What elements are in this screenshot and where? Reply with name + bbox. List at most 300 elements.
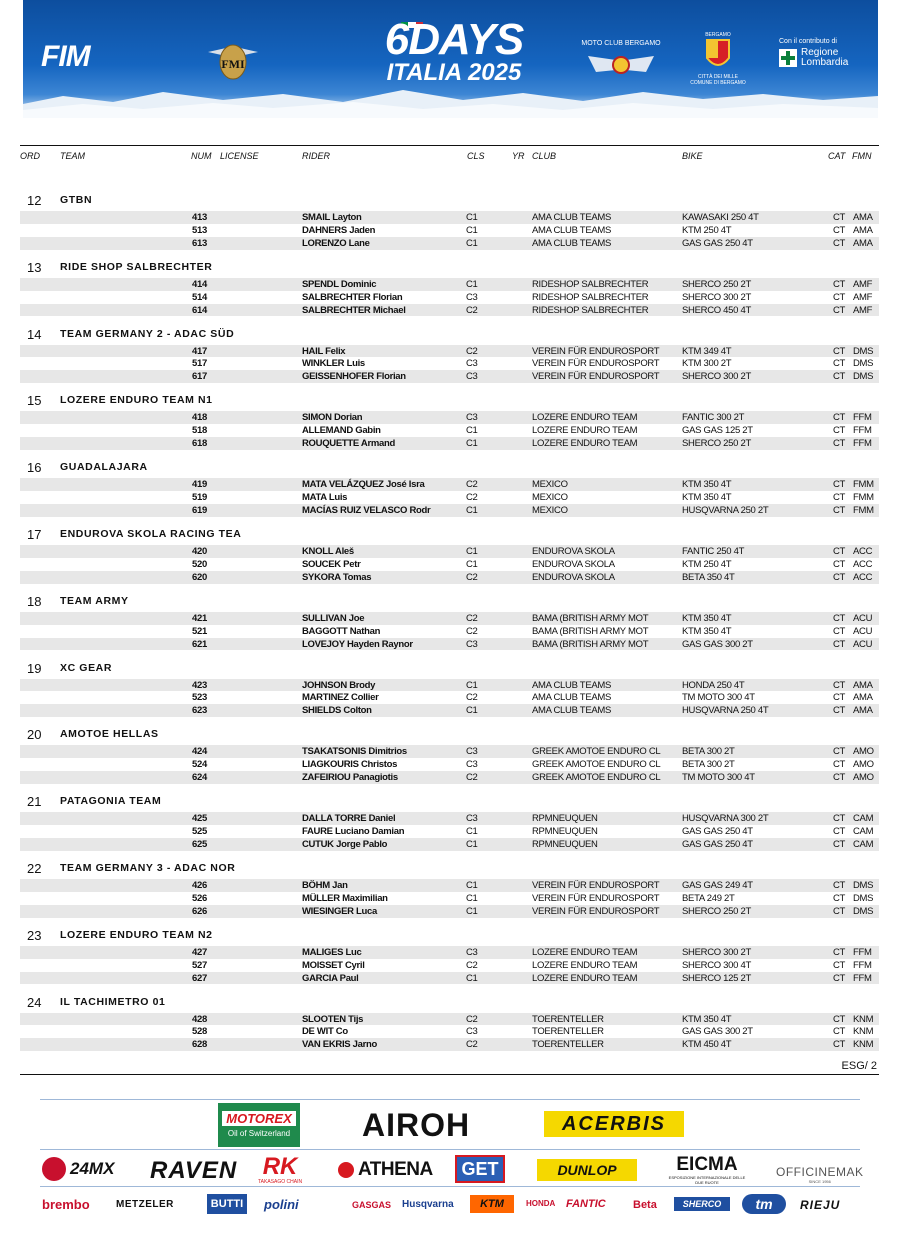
cell: TM MOTO 300 4T: [682, 772, 755, 784]
cell: 623: [192, 705, 207, 717]
cell: C1: [466, 224, 478, 236]
cell: SOUCEK Petr: [302, 558, 361, 570]
team-order: 21: [27, 794, 42, 810]
cell: C2: [466, 625, 478, 637]
cell: BETA 300 2T: [682, 759, 735, 771]
cell: KTM 350 4T: [682, 1013, 732, 1025]
cell: KTM 450 4T: [682, 1039, 732, 1051]
cell: 414: [192, 278, 207, 290]
cell: HUSQVARNA 300 2T: [682, 813, 769, 825]
eicma-logo: EICMA ESPOSIZIONE INTERNAZIONALE DELLE DUE RUOTE: [668, 1154, 746, 1185]
cell: 421: [192, 612, 207, 624]
cell: C1: [466, 838, 478, 850]
snow-mountains: [23, 84, 878, 118]
cell: KTM 350 4T: [682, 625, 732, 637]
cell: CT: [833, 1013, 846, 1025]
cell: DALLA TORRE Daniel: [302, 813, 396, 825]
cell: AMO: [853, 746, 874, 758]
cell: GAS GAS 300 2T: [682, 1026, 753, 1038]
cell: 423: [192, 679, 207, 691]
rider-row: [20, 745, 879, 758]
cell: FMM: [853, 492, 874, 504]
cell: CT: [833, 705, 846, 717]
cell: BETA 300 2T: [682, 746, 735, 758]
cell: CT: [833, 545, 846, 557]
cell: KTM 349 4T: [682, 345, 732, 357]
cell: CT: [833, 772, 846, 784]
cell: MEXICO: [532, 492, 568, 504]
cell: VEREIN FÜR ENDUROSPORT: [532, 371, 660, 383]
cell: CT: [833, 371, 846, 383]
cell: 519: [192, 492, 207, 504]
cell: 514: [192, 291, 207, 303]
cell: 628: [192, 1039, 207, 1051]
tm-logo: tm: [742, 1194, 786, 1214]
cell: CT: [833, 879, 846, 891]
cell: SHERCO 125 2T: [682, 972, 751, 984]
team-name: XC GEAR: [60, 661, 113, 674]
cell: VEREIN FÜR ENDUROSPORT: [532, 358, 660, 370]
cell: 626: [192, 905, 207, 917]
brembo-logo: brembo: [42, 1197, 90, 1212]
cell: CT: [833, 972, 846, 984]
cell: ACC: [853, 545, 873, 557]
cell: MATA Luis: [302, 492, 348, 504]
cell: CT: [833, 692, 846, 704]
cell: KTM 350 4T: [682, 612, 732, 624]
cell: CT: [833, 612, 846, 624]
cell: FAURE Luciano Damian: [302, 826, 405, 838]
col-num: NUM: [191, 151, 212, 161]
team-order: 20: [27, 727, 42, 743]
cell: 621: [192, 638, 207, 650]
cell: RIDESHOP SALBRECHTER: [532, 304, 649, 316]
honda-logo: HONDA: [526, 1199, 556, 1208]
rider-row: [20, 224, 879, 237]
moto-club-bergamo-logo: MOTO CLUB BERGAMO: [581, 40, 661, 80]
col-cls: CLS: [467, 151, 485, 161]
airoh-logo: AIROH: [362, 1107, 471, 1143]
cell: C1: [466, 892, 478, 904]
cell: C2: [466, 1013, 478, 1025]
cell: BAMA (BRITISH ARMY MOT: [532, 612, 649, 624]
cell: SHERCO 300 2T: [682, 371, 751, 383]
cell: SALBRECHTER Florian: [302, 291, 403, 303]
sherco-logo: SHERCO: [674, 1197, 730, 1211]
cell: RPMNEUQUEN: [532, 813, 598, 825]
rider-row: [20, 892, 879, 905]
cell: VEREIN FÜR ENDUROSPORT: [532, 879, 660, 891]
cell: ENDUROVA SKOLA: [532, 571, 615, 583]
team-order: 19: [27, 660, 42, 676]
cell: SIMON Dorian: [302, 412, 363, 424]
cell: TOERENTELLER: [532, 1026, 604, 1038]
cell: FMM: [853, 479, 874, 491]
cell: C1: [466, 438, 478, 450]
cell: GAS GAS 249 4T: [682, 879, 753, 891]
cell: 517: [192, 358, 207, 370]
cell: 427: [192, 946, 207, 958]
cell: C1: [466, 425, 478, 437]
cell: FFM: [853, 425, 872, 437]
cell: AMO: [853, 759, 874, 771]
cell: 520: [192, 558, 207, 570]
cell: CT: [833, 304, 846, 316]
cell: ROUQUETTE Armand: [302, 438, 396, 450]
cell: SHERCO 450 4T: [682, 304, 751, 316]
team-block: [0, 781, 899, 848]
cell: CT: [833, 746, 846, 758]
cell: FANTIC 250 4T: [682, 545, 745, 557]
cell: AMF: [853, 291, 873, 303]
cell: 428: [192, 1013, 207, 1025]
cell: HONDA 250 4T: [682, 679, 745, 691]
cell: ENDUROVA SKOLA: [532, 545, 615, 557]
cell: BAMA (BRITISH ARMY MOT: [532, 638, 649, 650]
cell: C1: [466, 905, 478, 917]
cell: C1: [466, 879, 478, 891]
cell: DMS: [853, 879, 874, 891]
cell: 424: [192, 746, 207, 758]
col-bike: BIKE: [682, 151, 703, 161]
cell: RPMNEUQUEN: [532, 826, 598, 838]
cell: BÖHM Jan: [302, 879, 348, 891]
team-block: [0, 848, 899, 915]
cell: KNM: [853, 1013, 874, 1025]
cell: 613: [192, 237, 207, 249]
cell: CT: [833, 571, 846, 583]
cell: C2: [466, 692, 478, 704]
team-block: [0, 648, 899, 715]
comune-bergamo-logo: BERGAMO CITTÀ DEI MILLE COMUNE DI BERGAMO: [690, 32, 746, 86]
cell: KTM 250 4T: [682, 224, 732, 236]
cell: SPENDL Dominic: [302, 278, 377, 290]
cell: AMA: [853, 212, 873, 223]
fmi-logo: [206, 38, 260, 82]
page-number: ESG/ 2: [841, 1060, 877, 1072]
rk-logo: RK TAKASAGO CHAIN: [258, 1153, 303, 1185]
cell: CT: [833, 237, 846, 249]
cell: WINKLER Luis: [302, 358, 365, 370]
cell: GREEK AMOTOE ENDURO CL: [532, 772, 661, 784]
team-name: AMOTOE HELLAS: [60, 728, 159, 741]
rider-row: [20, 345, 879, 358]
cell: GEISSENHOFER Florian: [302, 371, 406, 383]
cell: ALLEMAND Gabin: [302, 425, 381, 437]
cell: 525: [192, 826, 207, 838]
col-club: CLUB: [532, 151, 557, 161]
team-order: 13: [27, 259, 42, 275]
cell: MEXICO: [532, 479, 568, 491]
cell: BETA 249 2T: [682, 892, 735, 904]
cell: C3: [466, 1026, 478, 1038]
cell: 619: [192, 504, 207, 516]
cell: FANTIC 300 2T: [682, 412, 745, 424]
cell: ACC: [853, 558, 873, 570]
cell: AMA: [853, 237, 873, 249]
team-order: 17: [27, 526, 42, 542]
cell: AMA CLUB TEAMS: [532, 705, 612, 717]
cell: FFM: [853, 946, 872, 958]
cell: ACU: [853, 612, 873, 624]
cell: C1: [466, 212, 478, 223]
cell: LOVEJOY Hayden Raynor: [302, 638, 413, 650]
rieju-logo: RIEJU: [800, 1198, 841, 1212]
cell: KAWASAKI 250 4T: [682, 212, 759, 223]
cell: HUSQVARNA 250 4T: [682, 705, 769, 717]
col-yr: YR: [512, 151, 525, 161]
cell: ENDUROVA SKOLA: [532, 558, 615, 570]
cell: VEREIN FÜR ENDUROSPORT: [532, 905, 660, 917]
fantic-logo: FANTIC: [566, 1198, 606, 1210]
cell: VAN EKRIS Jarno: [302, 1039, 378, 1051]
cell: KNM: [853, 1039, 874, 1051]
cell: C1: [466, 972, 478, 984]
cell: BAGGOTT Nathan: [302, 625, 381, 637]
cell: SHERCO 250 2T: [682, 278, 751, 290]
header-top-rule: [20, 145, 879, 146]
cell: CT: [833, 492, 846, 504]
cell: CT: [833, 892, 846, 904]
col-license: LICENSE: [220, 151, 259, 161]
cell: MARTINEZ Collier: [302, 692, 379, 704]
gasgas-logo: GASGAS: [352, 1200, 392, 1210]
cell: 426: [192, 879, 207, 891]
team-name: GUADALAJARA: [60, 461, 148, 474]
cell: SHERCO 300 4T: [682, 959, 751, 971]
cell: CT: [833, 504, 846, 516]
raven-logo: RAVEN: [150, 1157, 238, 1184]
cell: C2: [466, 492, 478, 504]
team-name: LOZERE ENDURO TEAM N1: [60, 394, 213, 407]
cell: C1: [466, 826, 478, 838]
col-cat: CAT: [828, 151, 846, 161]
rider-row: [20, 1038, 879, 1051]
cell: 624: [192, 772, 207, 784]
cell: KTM 300 2T: [682, 358, 732, 370]
team-order: 12: [27, 193, 42, 208]
officinemak-logo: OFFICINEMAK SINCE 1956: [776, 1165, 864, 1184]
team-name: IL TACHIMETRO 01: [60, 995, 166, 1008]
footer-rule: [20, 1074, 879, 1075]
cell: MÜLLER Maximilian: [302, 892, 388, 904]
cell: SULLIVAN Joe: [302, 612, 365, 624]
svg-text:FMI: FMI: [221, 57, 245, 71]
rider-row: [20, 879, 879, 892]
cell: C3: [466, 638, 478, 650]
cell: AMA: [853, 705, 873, 717]
cell: MOISSET Cyril: [302, 959, 365, 971]
cell: BETA 350 4T: [682, 571, 735, 583]
cell: GAS GAS 125 2T: [682, 425, 753, 437]
cell: 521: [192, 625, 207, 637]
cell: KTM 250 4T: [682, 558, 732, 570]
polini-logo: polini: [264, 1197, 299, 1212]
cell: C2: [466, 479, 478, 491]
cell: DMS: [853, 892, 874, 904]
cell: 528: [192, 1026, 207, 1038]
cell: C1: [466, 278, 478, 290]
cell: MALIGES Luc: [302, 946, 362, 958]
rider-row: [20, 825, 879, 838]
cell: CT: [833, 425, 846, 437]
cell: KNOLL Aleš: [302, 545, 354, 557]
cell: C3: [466, 946, 478, 958]
cell: CT: [833, 224, 846, 236]
cell: KTM 350 4T: [682, 479, 732, 491]
rider-row: [20, 411, 879, 424]
cell: DE WIT Co: [302, 1026, 348, 1038]
cell: LOZERE ENDURO TEAM: [532, 412, 638, 424]
cell: 413: [192, 212, 207, 223]
cell: HAIL Felix: [302, 345, 346, 357]
cell: SHERCO 250 2T: [682, 438, 751, 450]
cell: LOZERE ENDURO TEAM: [532, 438, 638, 450]
cell: C3: [466, 371, 478, 383]
cell: VEREIN FÜR ENDUROSPORT: [532, 892, 660, 904]
cell: AMA CLUB TEAMS: [532, 237, 612, 249]
cell: CT: [833, 826, 846, 838]
cell: FFM: [853, 412, 872, 424]
cell: C2: [466, 304, 478, 316]
cell: C2: [466, 1039, 478, 1051]
cell: TM MOTO 300 4T: [682, 692, 755, 704]
cell: C1: [466, 558, 478, 570]
rider-row: [20, 679, 879, 692]
cell: CT: [833, 813, 846, 825]
rider-row: [20, 612, 879, 625]
cell: 620: [192, 571, 207, 583]
metzeler-logo: METZELER: [116, 1199, 174, 1210]
cell: C3: [466, 759, 478, 771]
cell: FMM: [853, 504, 874, 516]
cell: C2: [466, 345, 478, 357]
divider: [40, 1099, 860, 1100]
cell: DMS: [853, 345, 874, 357]
team-block: [0, 447, 899, 514]
cell: CT: [833, 358, 846, 370]
cell: CT: [833, 212, 846, 223]
cell: LOZERE ENDURO TEAM: [532, 972, 638, 984]
cell: ZAFEIRIOU Panagiotis: [302, 772, 398, 784]
cell: LIAGKOURIS Christos: [302, 759, 398, 771]
cell: SHERCO 250 2T: [682, 905, 751, 917]
cell: CT: [833, 1026, 846, 1038]
team-block: [0, 581, 899, 648]
acerbis-logo: ACERBIS: [544, 1111, 684, 1137]
team-name: GTBN: [60, 194, 93, 206]
team-block: [0, 180, 899, 247]
cell: CAM: [853, 838, 874, 850]
cell: TOERENTELLER: [532, 1013, 604, 1025]
cell: C2: [466, 571, 478, 583]
motorex-logo: MOTOREX Oil of Switzerland: [218, 1103, 300, 1147]
cell: KTM 350 4T: [682, 492, 732, 504]
cell: C3: [466, 291, 478, 303]
cell: DAHNERS Jaden: [302, 224, 376, 236]
cell: JOHNSON Brody: [302, 679, 376, 691]
rider-row: [20, 211, 879, 224]
cell: CT: [833, 905, 846, 917]
cell: DMS: [853, 905, 874, 917]
rider-row: [20, 1013, 879, 1026]
cell: C1: [466, 705, 478, 717]
cell: 526: [192, 892, 207, 904]
ktm-logo: KTM: [470, 1195, 514, 1213]
rider-row: [20, 625, 879, 638]
cell: 617: [192, 371, 207, 383]
cell: RIDESHOP SALBRECHTER: [532, 291, 649, 303]
cell: RPMNEUQUEN: [532, 838, 598, 850]
cell: AMA CLUB TEAMS: [532, 679, 612, 691]
cell: CT: [833, 759, 846, 771]
cell: 614: [192, 304, 207, 316]
cell: C2: [466, 959, 478, 971]
cell: GREEK AMOTOE ENDURO CL: [532, 759, 661, 771]
cell: C2: [466, 612, 478, 624]
cell: CT: [833, 959, 846, 971]
team-name: RIDE SHOP SALBRECHTER: [60, 260, 213, 273]
cell: 417: [192, 345, 207, 357]
team-block: [0, 915, 899, 982]
team-name: LOZERE ENDURO TEAM N2: [60, 928, 213, 941]
cell: C3: [466, 358, 478, 370]
rider-row: [20, 558, 879, 571]
cell: DMS: [853, 358, 874, 370]
col-fmn: FMN: [852, 151, 872, 161]
cell: ACU: [853, 638, 873, 650]
team-order: 24: [27, 994, 42, 1010]
rider-row: [20, 424, 879, 437]
cell: CT: [833, 1039, 846, 1051]
rider-row: [20, 491, 879, 504]
cell: CT: [833, 679, 846, 691]
butti-logo: BUTTI: [207, 1194, 247, 1214]
cell: LOZERE ENDURO TEAM: [532, 959, 638, 971]
cell: 419: [192, 479, 207, 491]
cell: LOZERE ENDURO TEAM: [532, 425, 638, 437]
cell: C2: [466, 772, 478, 784]
cell: CT: [833, 558, 846, 570]
cell: MEXICO: [532, 504, 568, 516]
cell: AMA CLUB TEAMS: [532, 212, 612, 223]
cell: 425: [192, 813, 207, 825]
cell: CT: [833, 438, 846, 450]
cell: AMA: [853, 679, 873, 691]
team-name: TEAM GERMANY 3 - ADAC NOR: [60, 861, 236, 874]
team-name: TEAM ARMY: [60, 594, 129, 607]
team-name: PATAGONIA TEAM: [60, 795, 162, 808]
cell: GARCIA Paul: [302, 972, 359, 984]
cell: GAS GAS 250 4T: [682, 237, 753, 249]
cell: ACC: [853, 571, 873, 583]
cell: SLOOTEN Tijs: [302, 1013, 364, 1025]
sponsor-strip: [0, 1095, 899, 1245]
cell: GAS GAS 300 2T: [682, 638, 753, 650]
divider: [40, 1149, 860, 1150]
col-ord: ORD: [20, 151, 40, 161]
cell: GAS GAS 250 4T: [682, 826, 753, 838]
rider-row: [20, 291, 879, 304]
rider-row: [20, 758, 879, 771]
team-order: 22: [27, 860, 42, 876]
cell: 420: [192, 545, 207, 557]
cell: CT: [833, 345, 846, 357]
cell: C1: [466, 679, 478, 691]
cell: 524: [192, 759, 207, 771]
cell: 518: [192, 425, 207, 437]
cell: C3: [466, 746, 478, 758]
